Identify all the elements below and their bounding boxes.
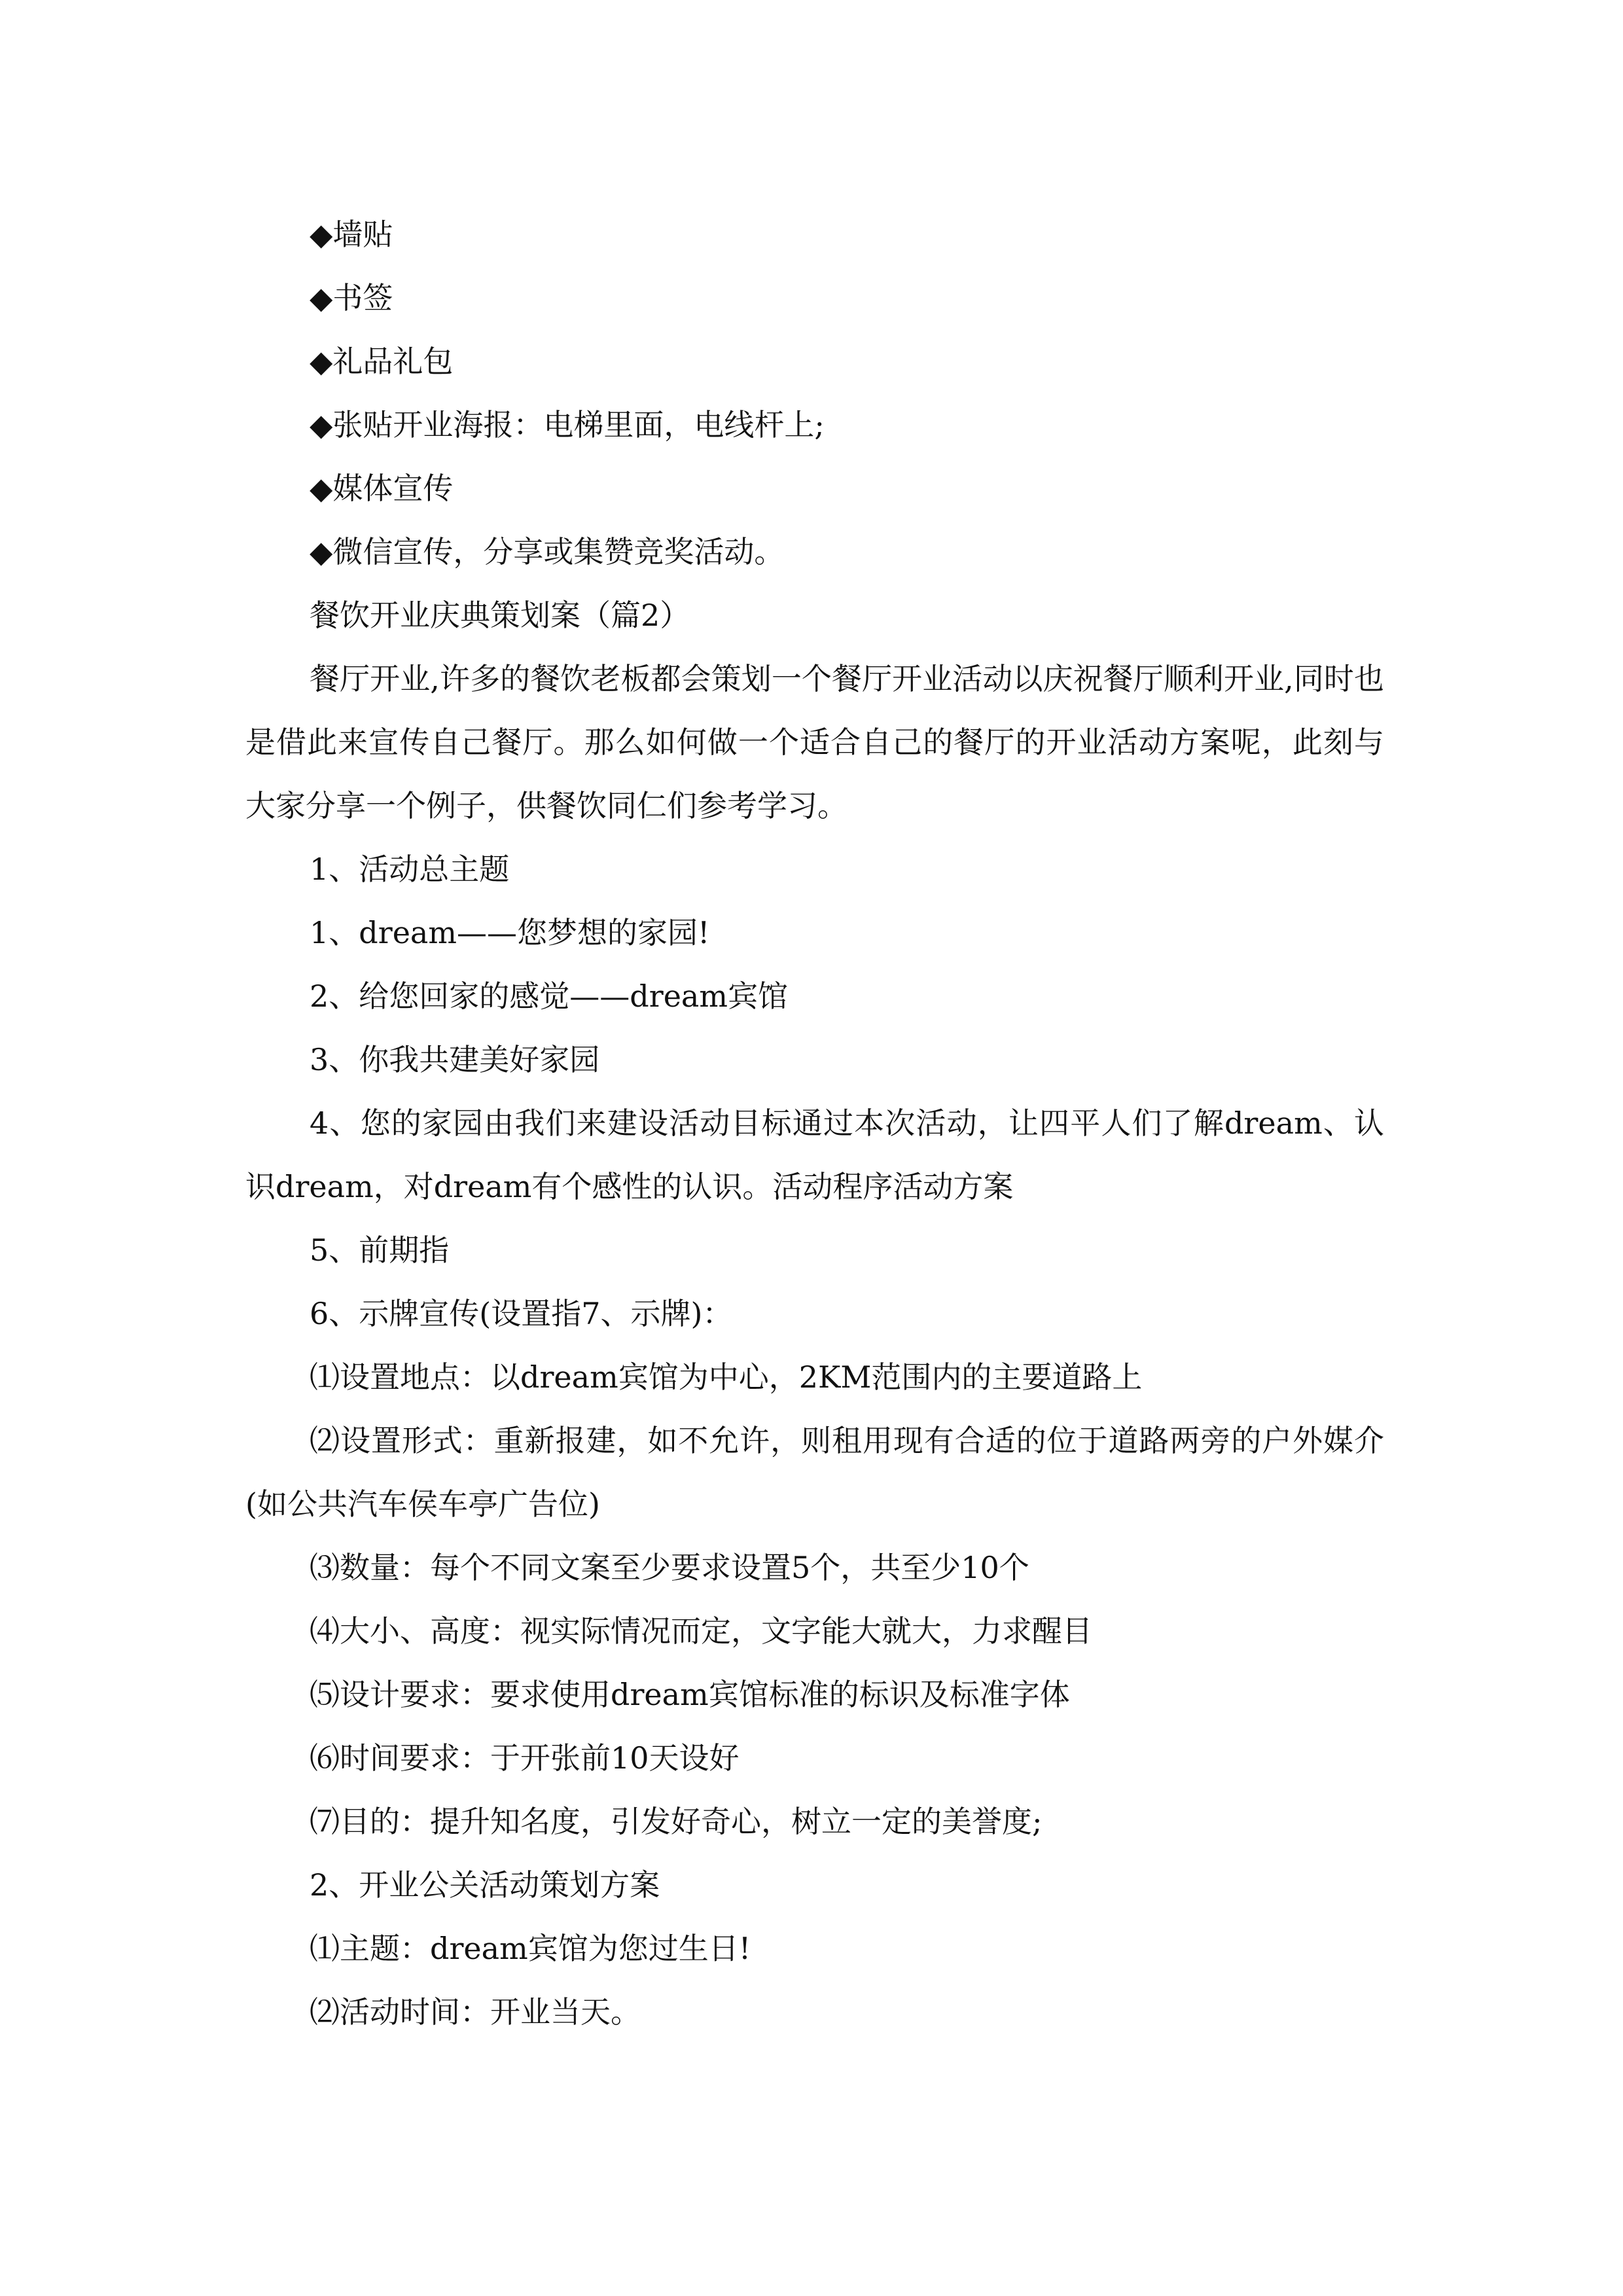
item4-paragraph: 4、您的家园由我们来建设活动目标通过本次活动，让四平人们了解dream、认识dream，对dream有个感性的认识。活动程序活动方案: [245, 1105, 1384, 1204]
list-item: 5、前期指: [310, 1232, 450, 1268]
list-item: 3、你我共建美好家园: [310, 1042, 600, 1077]
bullet-item: ◆媒体宣传: [310, 471, 454, 506]
form-paragraph: ⑵设置形式：重新报建，如不允许，则租用现有合适的位于道路两旁的户外媒介(如公共汽车侯车亭广告位): [245, 1423, 1384, 1522]
bullet-item: ◆书签: [310, 280, 393, 315]
list-item: 2、开业公关活动策划方案: [310, 1867, 660, 1903]
bullet-item: ◆礼品礼包: [310, 344, 454, 379]
list-item: ⑵活动时间：开业当天。: [310, 1994, 641, 2030]
list-item: 1、活动总主题: [310, 852, 510, 887]
list-item: ⑹时间要求：于开张前10天设好: [310, 1740, 740, 1776]
list-item: ⑸设计要求：要求使用dream宾馆标准的标识及标准字体: [310, 1677, 1070, 1712]
list-item: ⑴主题：dream宾馆为您过生日!: [310, 1931, 751, 1966]
bullet-item: ◆墙贴: [310, 217, 393, 252]
section-title: 餐饮开业庆典策划案（篇2）: [310, 598, 690, 633]
list-item: 1、dream——您梦想的家园!: [310, 915, 710, 950]
list-item: 6、示牌宣传(设置指7、示牌)：: [310, 1296, 733, 1331]
list-item: ⑴设置地点：以dream宾馆为中心，2KM范围内的主要道路上: [310, 1359, 1143, 1395]
bullet-item: ◆张贴开业海报：电梯里面，电线杆上;: [310, 407, 825, 442]
list-item: 2、给您回家的感觉——dream宾馆: [310, 978, 788, 1014]
list-item: ⑷大小、高度：视实际情况而定，文字能大就大，力求醒目: [310, 1613, 1092, 1649]
list-item: ⑺目的：提升知名度，引发好奇心，树立一定的美誉度;: [310, 1804, 1043, 1839]
list-item: ⑶数量：每个不同文案至少要求设置5个，共至少10个: [310, 1550, 1029, 1585]
bullet-item: ◆微信宣传，分享或集赞竞奖活动。: [310, 534, 785, 569]
document-body: [245, 203, 1384, 2044]
intro-paragraph: 餐厅开业,许多的餐饮老板都会策划一个餐厅开业活动以庆祝餐厅顺利开业,同时也是借此来宣传自己餐厅。那么如何做一个适合自己的餐厅的开业活动方案呢，此刻与大家分享一个例子，供餐饮同仁们参考学习。: [245, 661, 1384, 823]
